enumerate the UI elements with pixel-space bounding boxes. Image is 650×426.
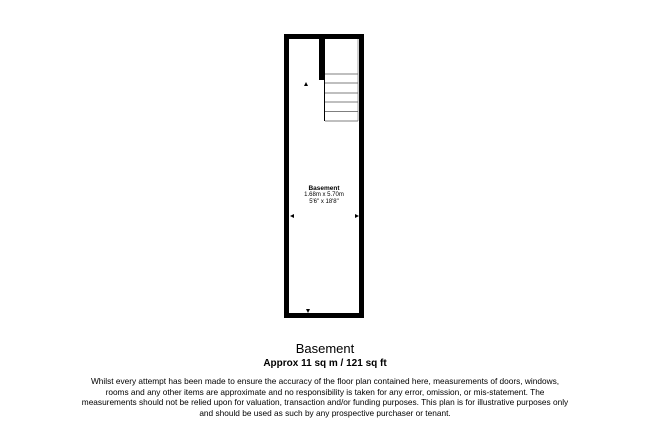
arrow-down-icon <box>306 309 310 313</box>
room-label <box>264 185 384 206</box>
stair-partition-wall <box>319 38 325 80</box>
room-dims-metric: 1.68m x 5.70m <box>304 192 344 198</box>
room-name: Basement <box>308 185 340 192</box>
disclaimer: Whilst every attempt has been made to ensure the accuracy of the floor plan contained here, measurements of doors, windows, rooms and any other items are approximate and no responsibility is taken for any error, omission, or mis-statement. The measurements should not be relied upon for valuation, transaction and/or funding purposes. This plan is for illustrative purposes only and should be used as such by any prospective purchaser or tenant. <box>81 376 569 418</box>
arrow-right-icon <box>355 214 359 218</box>
room-dims-imperial: 5'6" x 18'8" <box>309 199 339 205</box>
arrow-up-icon <box>304 82 308 86</box>
area-summary: Approx 11 sq m / 121 sq ft <box>263 358 387 369</box>
arrow-left-icon <box>290 214 294 218</box>
floor-title: Basement <box>295 341 355 356</box>
stairs <box>325 74 358 121</box>
